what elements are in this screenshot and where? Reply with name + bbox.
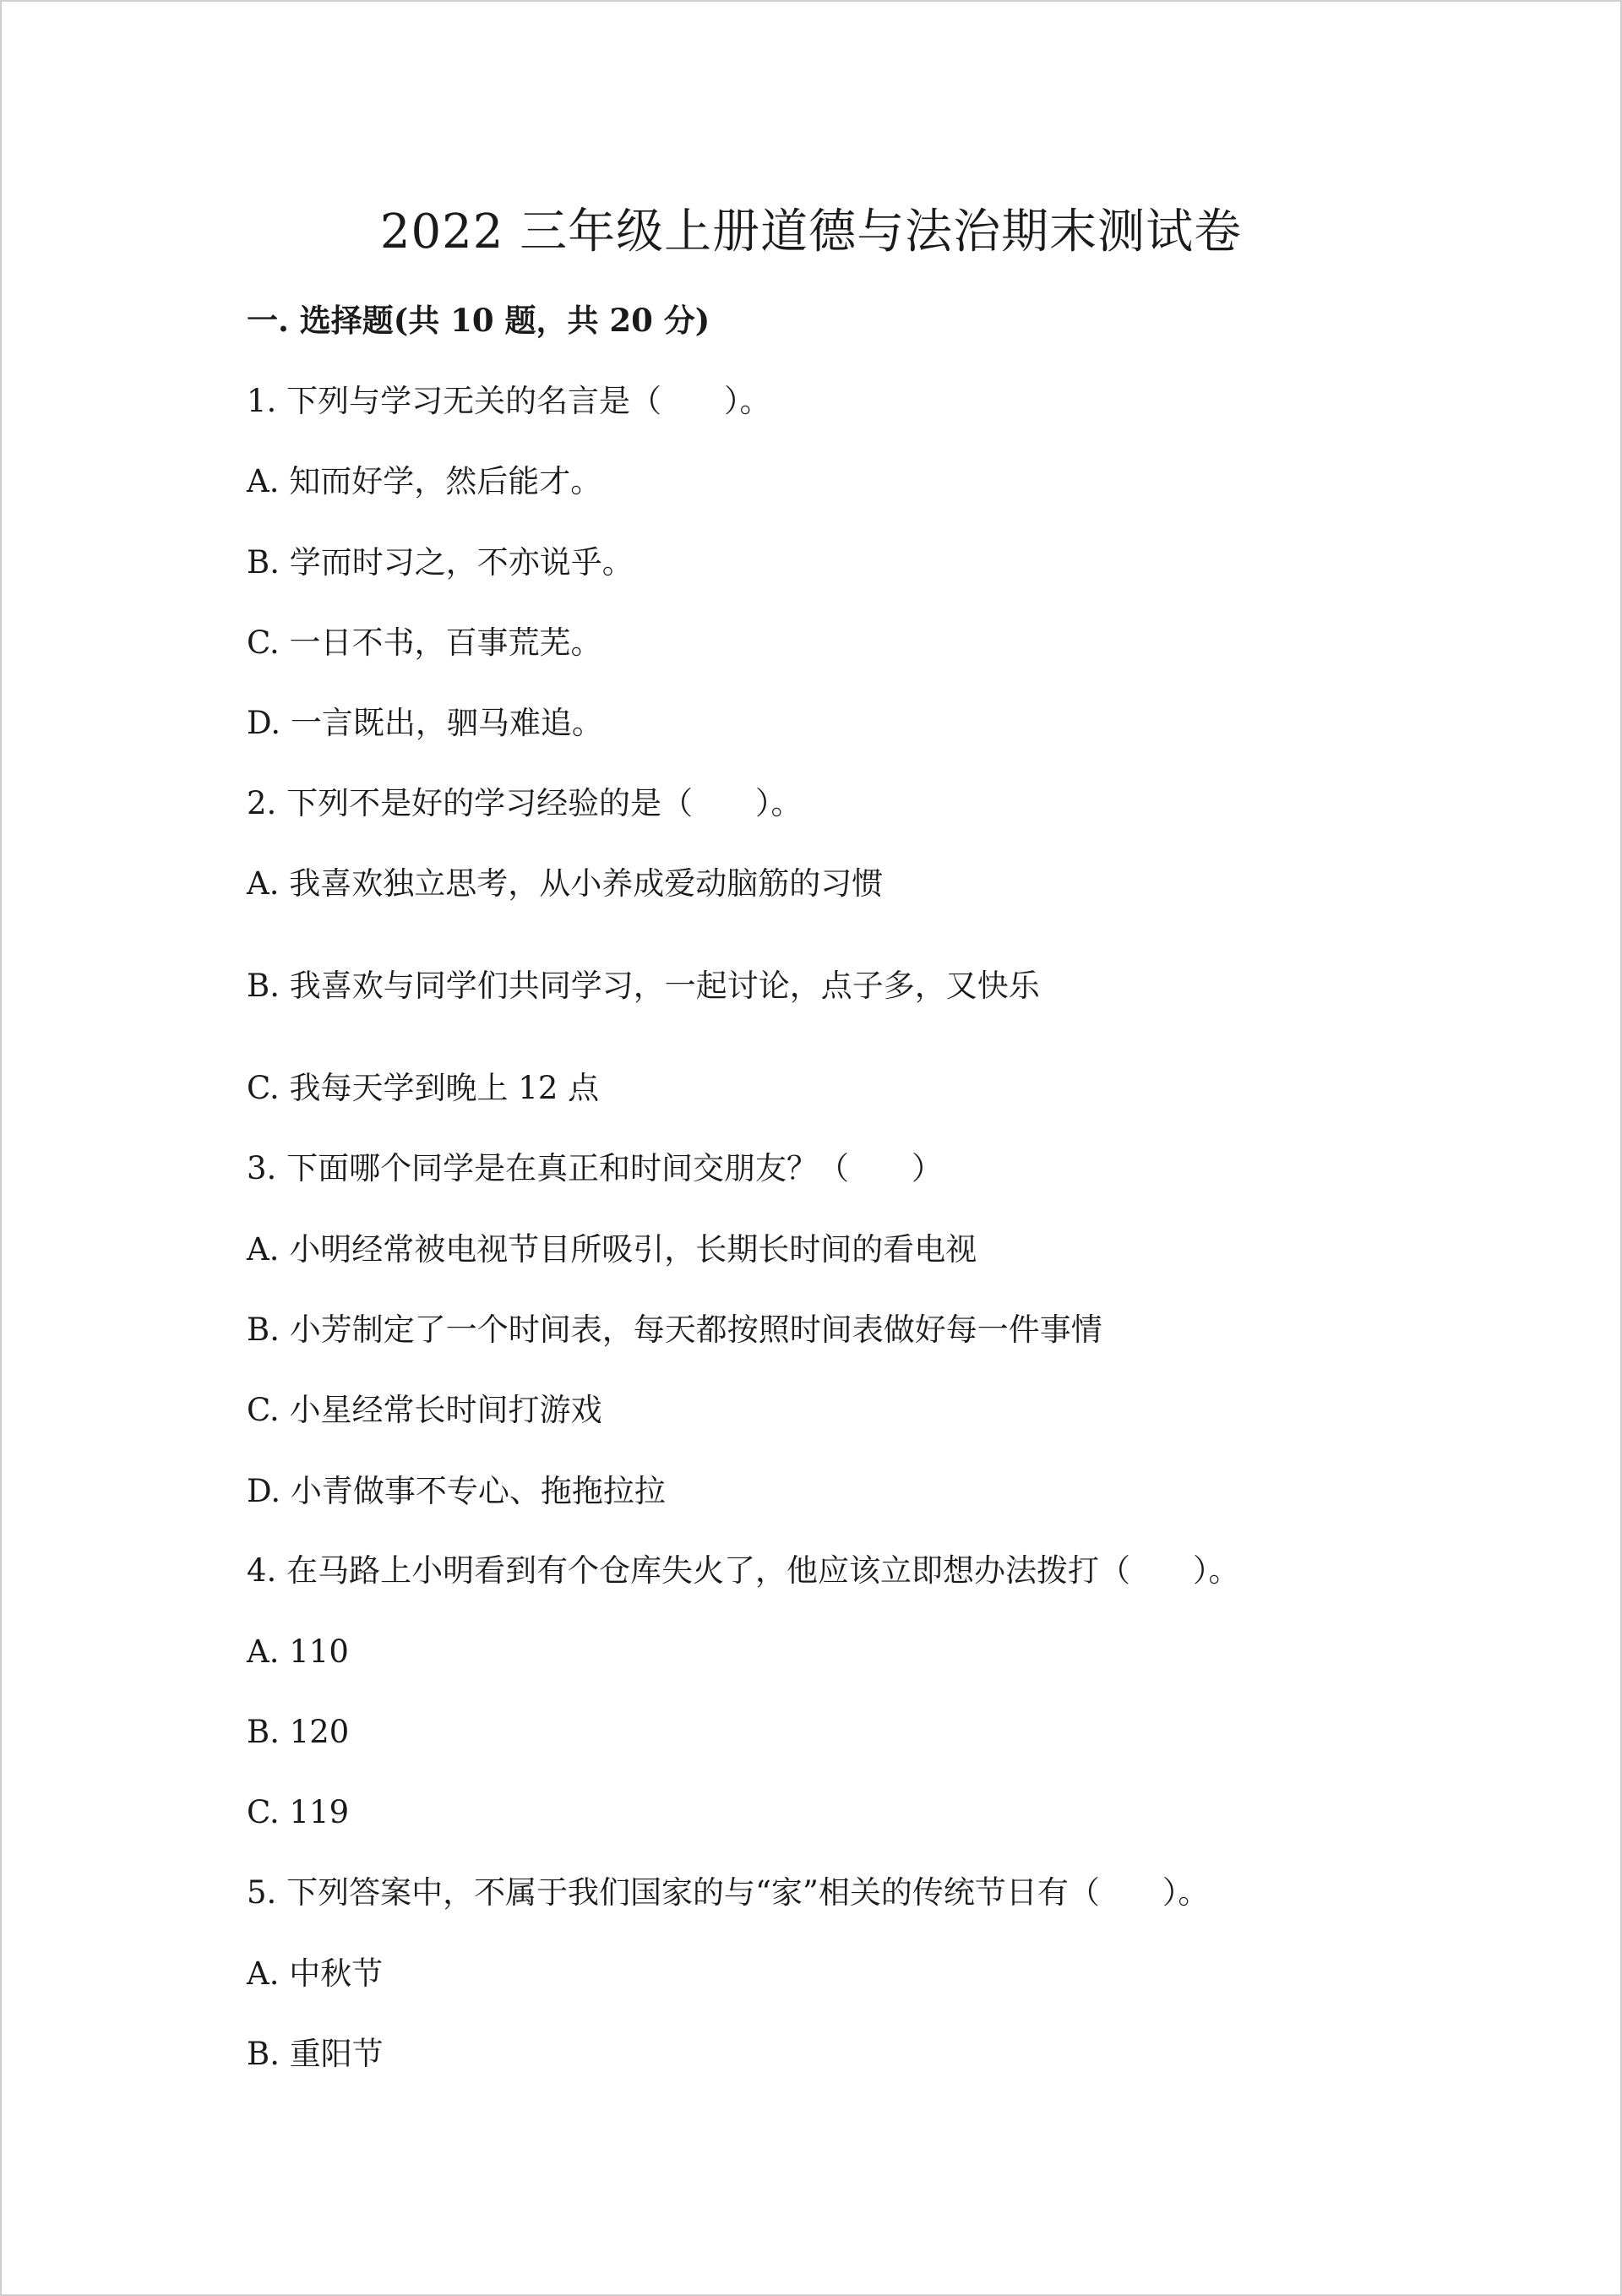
question-3-option-c: C. 小星经常长时间打游戏 bbox=[247, 1392, 602, 1428]
question-1-option-c: C. 一日不书，百事荒芜。 bbox=[247, 624, 602, 661]
question-3-option-b: B. 小芳制定了一个时间表，每天都按照时间表做好每一件事情 bbox=[247, 1312, 1102, 1348]
question-5-option-b: B. 重阳节 bbox=[247, 2036, 384, 2072]
question-2-option-c: C. 我每天学到晚上 12 点 bbox=[247, 1070, 600, 1106]
question-3-stem: 3. 下面哪个同学是在真正和时间交朋友？（ ） bbox=[247, 1150, 944, 1186]
question-1-option-d: D. 一言既出，驷马难追。 bbox=[247, 705, 603, 741]
question-4-stem: 4. 在马路上小明看到有个仓库失火了，他应该立即想办法拨打（ ）。 bbox=[247, 1552, 1240, 1589]
question-1-option-a: A. 知而好学，然后能才。 bbox=[247, 463, 602, 499]
question-5-stem: 5. 下列答案中，不属于我们国家的与“家”相关的传统节日有（ ）。 bbox=[247, 1874, 1210, 1911]
question-3-option-d: D. 小青做事不专心、拖拖拉拉 bbox=[247, 1473, 666, 1509]
question-3-option-a: A. 小明经常被电视节目所吸引，长期长时间的看电视 bbox=[247, 1231, 977, 1268]
question-4-option-c: C. 119 bbox=[247, 1794, 350, 1830]
question-1-option-b: B. 学而时习之，不亦说乎。 bbox=[247, 544, 634, 581]
question-4-option-b: B. 120 bbox=[247, 1714, 350, 1750]
question-4-option-a: A. 110 bbox=[247, 1633, 349, 1670]
question-2-stem: 2. 下列不是好的学习经验的是（ ）。 bbox=[247, 785, 803, 821]
page-title: 2022 三年级上册道德与法治期末测试卷 bbox=[379, 205, 1243, 259]
question-2-option-a: A. 我喜欢独立思考，从小养成爱动脑筋的习惯 bbox=[247, 865, 884, 902]
question-5-option-a: A. 中秋节 bbox=[247, 1955, 384, 1992]
question-1-stem: 1. 下列与学习无关的名言是（ ）。 bbox=[247, 383, 771, 419]
question-2-option-b: B. 我喜欢与同学们共同学习，一起讨论，点子多，又快乐 bbox=[247, 968, 1040, 1004]
section-title: 一. 选择题(共 10 题，共 20 分) bbox=[247, 302, 710, 339]
